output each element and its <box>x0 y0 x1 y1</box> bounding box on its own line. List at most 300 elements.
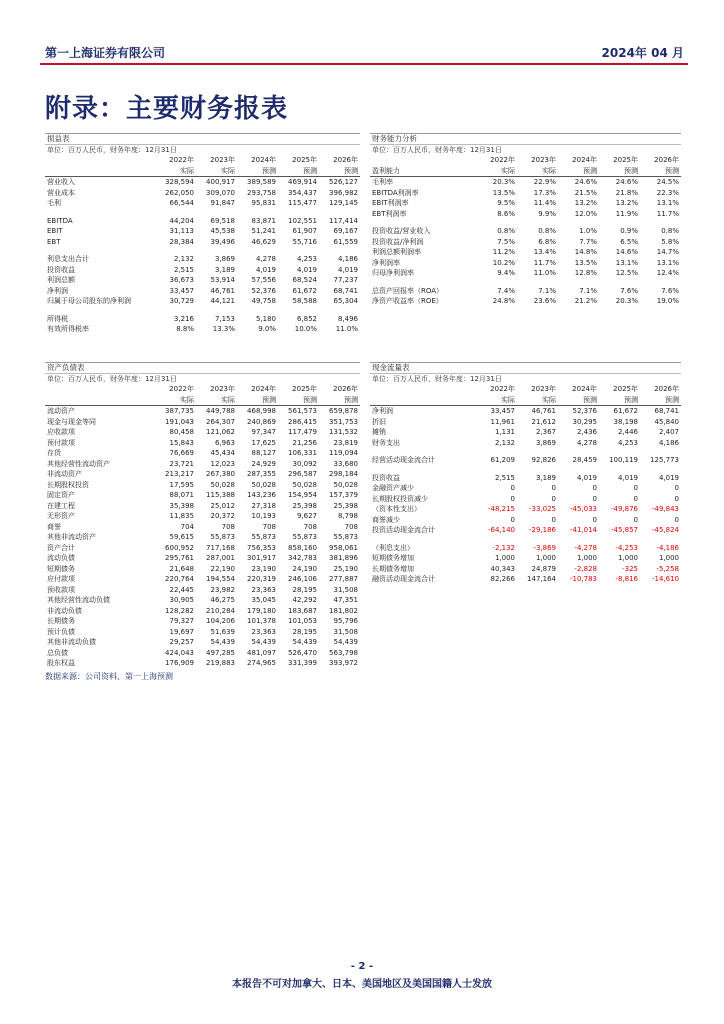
table-row <box>45 237 360 248</box>
panel-unit: 单位：百万人民币，财务年度：12月31日 <box>370 144 681 155</box>
row-value: 1.0% <box>579 227 597 235</box>
table-row <box>370 226 681 237</box>
row-value: 20.3% <box>615 297 638 305</box>
row-value: 76,669 <box>169 449 194 457</box>
row-value: 55,873 <box>251 533 276 541</box>
row-value: -64,140 <box>487 526 515 534</box>
year-header: 2022年 <box>169 385 194 393</box>
row-value: 22.9% <box>533 178 556 186</box>
table-row <box>45 427 360 438</box>
row-value: 55,873 <box>292 533 317 541</box>
row-value: 44,121 <box>210 297 235 305</box>
row-value: 9.5% <box>497 199 515 207</box>
row-value: 0 <box>633 484 638 492</box>
table-row <box>370 209 681 220</box>
row-value: 756,353 <box>247 543 276 552</box>
row-value: 14.8% <box>574 248 597 256</box>
row-value: 0 <box>510 515 515 524</box>
row-value: 449,788 <box>206 407 235 415</box>
row-label: 融资活动现金流合计 <box>372 575 435 583</box>
row-value: 23,982 <box>210 585 235 594</box>
year-header: 2023年 <box>531 156 556 164</box>
year-header: 2025年 <box>292 385 317 393</box>
table-row <box>45 511 360 522</box>
row-value: 19.0% <box>656 297 679 305</box>
row-label: 摊销 <box>372 428 386 436</box>
row-value: 858,160 <box>288 543 317 552</box>
table-row <box>45 574 360 585</box>
row-label: 投资活动现金流合计 <box>372 526 435 534</box>
table-row <box>370 455 681 466</box>
row-label: 有效所得税率 <box>47 325 89 333</box>
row-value: 14.6% <box>615 248 638 256</box>
row-label: EBIT利润率 <box>372 199 409 207</box>
row-value: 125,773 <box>650 456 679 464</box>
row-label: （资本性支出） <box>372 505 421 513</box>
row-value: 0 <box>633 494 638 503</box>
type-header: 预测 <box>640 395 681 406</box>
type-header: 预测 <box>558 395 599 406</box>
row-value: 12.0% <box>574 209 597 218</box>
table-row <box>45 296 360 307</box>
row-value: 4,186 <box>337 255 358 263</box>
row-label: 应收款项 <box>47 428 75 436</box>
row-value: 0.8% <box>661 227 679 235</box>
header-divider <box>40 63 688 65</box>
row-value: 10.2% <box>492 258 515 267</box>
row-value: 23.6% <box>533 297 556 305</box>
row-value: 6,852 <box>296 314 317 323</box>
spacer-row <box>370 536 681 543</box>
row-value: 46,761 <box>210 286 235 295</box>
row-value: 61,672 <box>613 407 638 415</box>
row-value: 15,843 <box>169 438 194 447</box>
row-value: 12,023 <box>210 459 235 468</box>
row-value: 0.9% <box>620 227 638 235</box>
year-header: 2023年 <box>531 385 556 393</box>
row-value: -49,843 <box>651 505 679 513</box>
table-row <box>370 574 681 585</box>
row-value: 5.8% <box>661 237 679 246</box>
header-blank <box>45 155 155 166</box>
row-value: 0 <box>633 515 638 524</box>
row-value: 7.7% <box>579 237 597 246</box>
row-label: EBT <box>47 237 61 246</box>
row-value: 66,544 <box>169 199 194 207</box>
table-row <box>370 198 681 209</box>
table-row <box>45 265 360 276</box>
row-value: 23,363 <box>251 627 276 636</box>
panel-title: 现金流量表 <box>370 362 681 373</box>
type-header: 预测 <box>599 395 640 406</box>
row-label: 长期债务增加 <box>372 564 414 573</box>
row-value: 659,878 <box>329 407 358 415</box>
row-label: 固定资产 <box>47 491 75 499</box>
panel-title: 资产负债表 <box>45 362 360 373</box>
year-header: 2024年 <box>572 156 597 164</box>
row-value: 0 <box>674 515 679 524</box>
row-value: 331,399 <box>288 659 317 667</box>
row-value: 115,477 <box>288 199 317 207</box>
row-label: 预付款项 <box>47 438 75 447</box>
row-value: 83,871 <box>251 216 276 225</box>
type-header: 实际 <box>517 166 558 177</box>
row-value: 42,292 <box>292 596 317 604</box>
table-row <box>370 504 681 515</box>
type-header: 实际 <box>155 395 196 406</box>
row-value: 5,180 <box>255 314 276 323</box>
row-label: EBT利润率 <box>372 209 407 218</box>
spacer-row <box>370 448 681 455</box>
row-label: 净利润 <box>47 286 68 295</box>
row-value: 25,398 <box>333 501 358 510</box>
row-label: 归母净利润率 <box>372 269 414 277</box>
row-value: 296,587 <box>288 470 317 478</box>
table-row <box>370 177 681 188</box>
table-row <box>370 483 681 494</box>
type-header: 预测 <box>278 395 319 406</box>
row-label: 商誉 <box>47 522 61 531</box>
row-value: 69,518 <box>210 216 235 225</box>
row-value: 104,206 <box>206 617 235 625</box>
row-value: 4,019 <box>617 473 638 482</box>
row-value: 0 <box>551 515 556 524</box>
row-value: 53,914 <box>210 276 235 284</box>
row-value: 4,278 <box>576 438 597 447</box>
row-label: 商誉减少 <box>372 515 400 524</box>
row-value: 481,097 <box>247 648 276 657</box>
row-value: 264,307 <box>206 417 235 426</box>
row-value: 11.7% <box>656 209 679 218</box>
row-value: 28,384 <box>169 237 194 246</box>
spacer-row <box>45 247 360 254</box>
year-header: 2023年 <box>210 385 235 393</box>
row-value: 68,741 <box>654 407 679 415</box>
row-value: 0 <box>551 484 556 492</box>
row-value: 49,758 <box>251 297 276 305</box>
row-label: 现金与现金等同 <box>47 417 96 426</box>
row-value: 95,796 <box>333 617 358 625</box>
row-value: 4,253 <box>296 255 317 263</box>
row-value: 100,119 <box>609 456 638 464</box>
row-value: 13.2% <box>615 199 638 207</box>
row-value: 7.4% <box>497 286 515 295</box>
table-row <box>45 188 360 199</box>
row-label: 归属于母公司股东的净利润 <box>47 297 131 305</box>
row-value: 342,783 <box>288 554 317 562</box>
row-value: 4,019 <box>296 265 317 274</box>
row-value: 396,982 <box>329 188 358 197</box>
row-value: -45,824 <box>651 526 679 534</box>
cash-flow-table <box>370 384 681 585</box>
row-label: 净资产收益率（ROE） <box>372 297 443 305</box>
row-value: 4,253 <box>617 438 638 447</box>
row-label: EBIT <box>47 227 63 235</box>
row-label: 营业收入 <box>47 178 75 186</box>
row-value: 4,019 <box>255 265 276 274</box>
row-value: 424,043 <box>165 648 194 657</box>
row-label: 存货 <box>47 449 61 457</box>
row-value: 115,388 <box>206 491 235 499</box>
type-header: 预测 <box>319 166 360 177</box>
row-value: 17,595 <box>169 480 194 489</box>
type-header: 预测 <box>558 166 599 177</box>
row-value: 176,909 <box>165 659 194 667</box>
row-value: 600,952 <box>165 543 194 552</box>
row-value: 20.3% <box>492 178 515 186</box>
header-blank <box>45 395 155 406</box>
row-value: 61,209 <box>490 456 515 464</box>
row-value: 4,019 <box>576 473 597 482</box>
row-value: 8,496 <box>337 314 358 323</box>
row-value: 287,001 <box>206 554 235 562</box>
type-header: 预测 <box>640 166 681 177</box>
row-value: 277,887 <box>329 575 358 583</box>
row-value: 92,826 <box>531 456 556 464</box>
table-row <box>45 627 360 638</box>
row-value: 9.9% <box>538 209 556 218</box>
income-statement-table <box>45 155 360 335</box>
row-value: 717,168 <box>206 543 235 552</box>
table-row <box>45 564 360 575</box>
header-blank <box>370 395 476 406</box>
row-value: 220,319 <box>247 575 276 583</box>
row-label: 预计负债 <box>47 627 75 636</box>
row-label: EBITDA利润率 <box>372 188 419 197</box>
row-value: 45,840 <box>654 417 679 426</box>
row-value: 46,275 <box>210 596 235 604</box>
table-row <box>370 438 681 449</box>
row-value: 708 <box>262 522 276 531</box>
row-value: 2,132 <box>173 255 194 263</box>
table-row <box>45 286 360 297</box>
row-value: -3,869 <box>533 543 556 552</box>
row-value: 210,284 <box>206 606 235 615</box>
row-value: 59,615 <box>169 533 194 541</box>
row-value: 14.7% <box>656 248 679 256</box>
row-value: 30,092 <box>292 459 317 468</box>
row-value: 55,873 <box>210 533 235 541</box>
row-label: 金融资产减少 <box>372 484 414 492</box>
row-value: 11.9% <box>615 209 638 218</box>
row-value: 400,917 <box>206 178 235 186</box>
row-value: 51,241 <box>251 227 276 235</box>
table-row <box>370 543 681 554</box>
row-value: 293,758 <box>247 188 276 197</box>
spacer-row <box>370 466 681 473</box>
row-value: 79,327 <box>169 617 194 625</box>
row-value: 27,318 <box>251 501 276 510</box>
row-value: -2,132 <box>492 543 515 552</box>
table-row <box>370 406 681 417</box>
table-row <box>45 637 360 648</box>
row-label: 长期股权投资 <box>47 480 89 489</box>
row-value: 181,802 <box>329 606 358 615</box>
row-label: 毛利 <box>47 199 61 207</box>
row-label: （利息支出） <box>372 543 414 552</box>
row-value: -33,025 <box>528 505 556 513</box>
row-value: 381,896 <box>329 554 358 562</box>
row-value: 1,000 <box>535 554 556 562</box>
row-value: 7.1% <box>579 286 597 295</box>
row-value: 0.8% <box>497 227 515 235</box>
row-value: 3,869 <box>535 438 556 447</box>
row-value: 68,741 <box>333 286 358 295</box>
row-value: 11,835 <box>169 512 194 520</box>
report-date: 2024年 04 月 <box>601 46 684 60</box>
balance-sheet-table <box>45 384 360 669</box>
row-value: 2,515 <box>173 265 194 274</box>
row-label: 短期债务增加 <box>372 554 414 562</box>
row-value: 958,061 <box>329 543 358 552</box>
row-value: -10,783 <box>569 575 597 583</box>
year-header: 2026年 <box>333 156 358 164</box>
type-header: 实际 <box>517 395 558 406</box>
table-row <box>370 525 681 536</box>
row-value: 82,266 <box>490 575 515 583</box>
type-header: 实际 <box>476 166 517 177</box>
row-value: 28,195 <box>292 627 317 636</box>
row-value: 2,367 <box>535 428 556 436</box>
row-value: 31,508 <box>333 585 358 594</box>
row-value: 11.4% <box>533 199 556 207</box>
row-label: 营业成本 <box>47 188 75 197</box>
year-header: 2026年 <box>654 385 679 393</box>
row-value: 17,625 <box>251 438 276 447</box>
row-value: 191,043 <box>165 417 194 426</box>
row-value: 0 <box>592 484 597 492</box>
row-value: 101,378 <box>247 617 276 625</box>
row-value: 21,256 <box>292 438 317 447</box>
row-value: 54,439 <box>292 638 317 646</box>
row-label: 毛利率 <box>372 178 393 186</box>
row-value: 2,515 <box>494 473 515 482</box>
row-value: 220,764 <box>165 575 194 583</box>
row-value: 97,347 <box>251 428 276 436</box>
row-value: 121,062 <box>206 428 235 436</box>
row-value: 0 <box>551 494 556 503</box>
row-value: 68,524 <box>292 276 317 284</box>
table-row <box>370 247 681 258</box>
row-value: 6.5% <box>620 237 638 246</box>
row-value: 10,193 <box>251 512 276 520</box>
row-label: 投资收益 <box>372 473 400 482</box>
type-header: 预测 <box>319 395 360 406</box>
row-value: -8,816 <box>615 575 638 583</box>
row-value: 28,459 <box>572 456 597 464</box>
cash-flow-panel <box>370 362 681 585</box>
row-label: 所得税 <box>47 314 68 323</box>
row-value: 88,071 <box>169 491 194 499</box>
row-value: 21.8% <box>615 188 638 197</box>
row-value: 4,278 <box>255 255 276 263</box>
type-header: 预测 <box>599 166 640 177</box>
row-value: 33,457 <box>490 407 515 415</box>
table-row <box>370 564 681 575</box>
row-value: 45,538 <box>210 227 235 235</box>
row-value: 13.1% <box>615 258 638 267</box>
row-value: 39,496 <box>210 237 235 246</box>
row-value: 9.4% <box>497 269 515 277</box>
table-row <box>45 314 360 325</box>
row-label: 非流动负债 <box>47 606 82 615</box>
table-row <box>45 177 360 188</box>
income-statement-panel <box>45 133 360 335</box>
row-value: 35,045 <box>251 596 276 604</box>
row-value: 13.2% <box>574 199 597 207</box>
row-value: 4,019 <box>658 473 679 482</box>
row-value: 102,551 <box>288 216 317 225</box>
table-row <box>45 522 360 533</box>
row-value: 54,439 <box>251 638 276 646</box>
row-value: -2,828 <box>574 564 597 573</box>
table-row <box>45 406 360 417</box>
row-value: 50,028 <box>251 480 276 489</box>
table-row <box>370 268 681 279</box>
row-value: 28,195 <box>292 585 317 594</box>
panel-unit: 单位：百万人民币，财务年度：12月31日 <box>370 373 681 384</box>
row-value: 52,376 <box>572 407 597 415</box>
row-value: 704 <box>180 522 194 531</box>
row-value: 40,343 <box>490 564 515 573</box>
row-value: 69,167 <box>333 227 358 235</box>
row-label: 股东权益 <box>47 659 75 667</box>
row-value: 0 <box>592 515 597 524</box>
balance-sheet-panel <box>45 362 360 669</box>
row-value: 95,831 <box>251 199 276 207</box>
table-row <box>45 324 360 335</box>
row-value: 563,798 <box>329 648 358 657</box>
disclaimer: 本报告不可对加拿大、日本、美国地区及美国国籍人士发放 <box>232 979 492 990</box>
table-row <box>45 501 360 512</box>
table-row <box>370 286 681 297</box>
row-value: 7.6% <box>661 286 679 295</box>
row-value: 117,479 <box>288 428 317 436</box>
row-value: 33,680 <box>333 459 358 468</box>
row-value: 61,907 <box>292 227 317 235</box>
row-value: 8.6% <box>497 209 515 218</box>
row-value: 23,363 <box>251 585 276 594</box>
row-value: 7.1% <box>538 286 556 295</box>
row-value: 213,217 <box>165 470 194 478</box>
row-value: 80,458 <box>169 428 194 436</box>
year-header-row <box>45 384 360 395</box>
row-label: 在建工程 <box>47 501 75 510</box>
data-source: 数据来源：公司资料、第一上海预测 <box>45 672 173 681</box>
table-row <box>45 658 360 669</box>
row-value: 52,376 <box>251 286 276 295</box>
row-value: -4,253 <box>615 543 638 552</box>
row-value: 262,050 <box>165 188 194 197</box>
row-value: 50,028 <box>333 480 358 489</box>
row-value: 561,573 <box>288 407 317 415</box>
table-row <box>45 417 360 428</box>
row-value: 708 <box>221 522 235 531</box>
row-value: 267,380 <box>206 470 235 478</box>
row-value: 30,905 <box>169 596 194 604</box>
row-value: 183,687 <box>288 606 317 615</box>
row-label: 预收款项 <box>47 585 75 594</box>
row-value: 0 <box>674 484 679 492</box>
row-value: 29,257 <box>169 638 194 646</box>
spacer-row <box>45 209 360 216</box>
table-row <box>45 448 360 459</box>
row-value: 24.6% <box>615 178 638 186</box>
row-value: 526,127 <box>329 178 358 186</box>
row-value: 1,000 <box>494 554 515 562</box>
table-row <box>45 226 360 237</box>
row-value: 3,216 <box>173 314 194 323</box>
